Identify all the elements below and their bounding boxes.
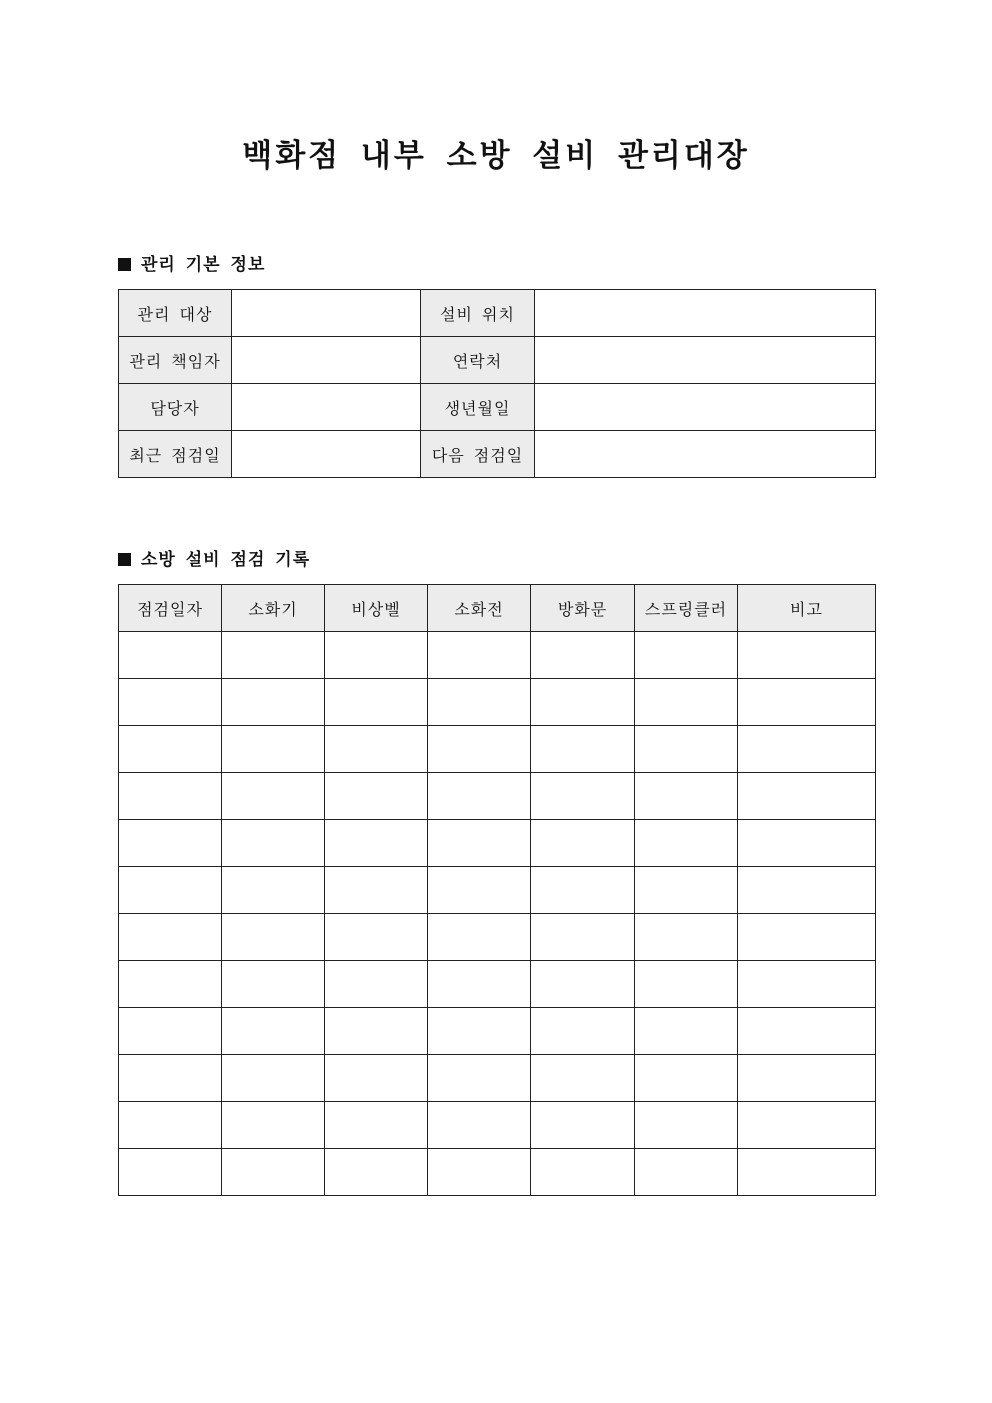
log-cell[interactable] [635, 726, 738, 773]
log-row [119, 867, 876, 914]
log-cell[interactable] [222, 914, 325, 961]
log-cell[interactable] [325, 632, 428, 679]
log-row [119, 773, 876, 820]
log-column-header: 소화기 [222, 585, 325, 632]
log-cell[interactable] [738, 1102, 876, 1149]
info-row [119, 290, 876, 337]
log-cell[interactable] [119, 679, 222, 726]
log-cell[interactable] [635, 773, 738, 820]
inspection-log-table [118, 584, 876, 1196]
log-cell[interactable] [222, 773, 325, 820]
log-cell[interactable] [325, 820, 428, 867]
log-cell[interactable] [428, 773, 531, 820]
log-cell[interactable] [119, 632, 222, 679]
log-cell[interactable] [222, 726, 325, 773]
log-cell[interactable] [428, 1102, 531, 1149]
log-cell[interactable] [325, 1008, 428, 1055]
log-cell[interactable] [325, 914, 428, 961]
log-cell[interactable] [635, 867, 738, 914]
log-cell[interactable] [738, 867, 876, 914]
log-cell[interactable] [738, 679, 876, 726]
info-value-field[interactable] [232, 290, 421, 337]
log-cell[interactable] [531, 1149, 635, 1196]
info-label: 최근 점검일 [119, 431, 232, 478]
log-cell[interactable] [222, 961, 325, 1008]
basic-info-heading [118, 253, 265, 277]
log-cell[interactable] [531, 914, 635, 961]
log-column-header: 비상벨 [325, 585, 428, 632]
document-title: 백화점 내부 소방 설비 관리대장 [242, 138, 750, 174]
square-bullet-icon [118, 553, 131, 566]
log-cell[interactable] [428, 1149, 531, 1196]
log-cell[interactable] [738, 820, 876, 867]
info-label: 담당자 [119, 384, 232, 431]
square-bullet-icon [118, 258, 131, 271]
log-cell[interactable] [222, 1055, 325, 1102]
log-cell[interactable] [428, 867, 531, 914]
inspection-log-heading [118, 548, 310, 572]
log-cell[interactable] [119, 1149, 222, 1196]
log-cell[interactable] [738, 773, 876, 820]
log-cell[interactable] [119, 726, 222, 773]
log-cell[interactable] [325, 773, 428, 820]
log-cell[interactable] [635, 1102, 738, 1149]
info-value-field[interactable] [535, 337, 876, 384]
log-row [119, 1008, 876, 1055]
log-row [119, 726, 876, 773]
log-cell[interactable] [119, 961, 222, 1008]
log-cell[interactable] [222, 632, 325, 679]
log-cell[interactable] [738, 726, 876, 773]
info-value-field[interactable] [535, 290, 876, 337]
log-row [119, 1102, 876, 1149]
log-cell[interactable] [428, 820, 531, 867]
info-row [119, 384, 876, 431]
log-cell[interactable] [428, 1055, 531, 1102]
log-row [119, 820, 876, 867]
log-header-row [119, 585, 876, 632]
log-row [119, 679, 876, 726]
log-column-header: 점검일자 [119, 585, 222, 632]
log-row [119, 632, 876, 679]
log-cell[interactable] [531, 961, 635, 1008]
log-cell[interactable] [119, 1102, 222, 1149]
log-cell[interactable] [428, 679, 531, 726]
log-cell[interactable] [325, 867, 428, 914]
log-cell[interactable] [531, 632, 635, 679]
info-value-field[interactable] [232, 337, 421, 384]
log-cell[interactable] [738, 961, 876, 1008]
log-cell[interactable] [119, 820, 222, 867]
info-label: 설비 위치 [421, 290, 535, 337]
log-row [119, 961, 876, 1008]
log-cell[interactable] [222, 867, 325, 914]
info-value-field[interactable] [535, 431, 876, 478]
info-label: 연락처 [421, 337, 535, 384]
log-cell[interactable] [738, 1008, 876, 1055]
log-cell[interactable] [531, 867, 635, 914]
log-cell[interactable] [738, 914, 876, 961]
log-cell[interactable] [738, 632, 876, 679]
log-row [119, 914, 876, 961]
log-cell[interactable] [428, 632, 531, 679]
info-value-field[interactable] [232, 384, 421, 431]
log-cell[interactable] [635, 1008, 738, 1055]
log-cell[interactable] [635, 820, 738, 867]
log-cell[interactable] [531, 820, 635, 867]
basic-info-table [118, 289, 876, 478]
log-cell[interactable] [222, 1008, 325, 1055]
log-cell[interactable] [531, 1055, 635, 1102]
log-cell[interactable] [531, 1008, 635, 1055]
log-cell[interactable] [119, 867, 222, 914]
log-cell[interactable] [222, 1149, 325, 1196]
info-value-field[interactable] [535, 384, 876, 431]
log-column-header: 비고 [738, 585, 876, 632]
log-cell[interactable] [119, 1055, 222, 1102]
log-cell[interactable] [119, 1008, 222, 1055]
info-row [119, 337, 876, 384]
log-cell[interactable] [428, 961, 531, 1008]
log-cell[interactable] [531, 679, 635, 726]
log-row [119, 1149, 876, 1196]
info-value-field[interactable] [232, 431, 421, 478]
basic-info-heading-label: 관리 기본 정보 [141, 255, 266, 275]
log-cell[interactable] [325, 726, 428, 773]
log-cell[interactable] [222, 679, 325, 726]
log-cell[interactable] [428, 914, 531, 961]
log-cell[interactable] [325, 961, 428, 1008]
log-cell[interactable] [738, 1055, 876, 1102]
log-cell[interactable] [428, 726, 531, 773]
inspection-log-heading-label: 소방 설비 점검 기록 [141, 550, 311, 570]
info-label: 생년월일 [421, 384, 535, 431]
log-cell[interactable] [635, 1149, 738, 1196]
log-cell[interactable] [635, 1055, 738, 1102]
log-cell[interactable] [325, 1149, 428, 1196]
log-cell[interactable] [531, 773, 635, 820]
log-column-header: 소화전 [428, 585, 531, 632]
log-cell[interactable] [531, 726, 635, 773]
log-cell[interactable] [119, 914, 222, 961]
log-cell[interactable] [635, 632, 738, 679]
log-cell[interactable] [428, 1008, 531, 1055]
log-row [119, 1055, 876, 1102]
log-cell[interactable] [119, 773, 222, 820]
log-cell[interactable] [325, 679, 428, 726]
info-label: 관리 대상 [119, 290, 232, 337]
log-cell[interactable] [222, 820, 325, 867]
info-label: 관리 책임자 [119, 337, 232, 384]
log-cell[interactable] [531, 1102, 635, 1149]
log-cell[interactable] [325, 1055, 428, 1102]
log-cell[interactable] [635, 961, 738, 1008]
log-cell[interactable] [738, 1149, 876, 1196]
info-label: 다음 점검일 [421, 431, 535, 478]
log-cell[interactable] [222, 1102, 325, 1149]
log-cell[interactable] [635, 914, 738, 961]
log-column-header: 스프링클러 [635, 585, 738, 632]
log-cell[interactable] [325, 1102, 428, 1149]
log-column-header: 방화문 [531, 585, 635, 632]
log-cell[interactable] [635, 679, 738, 726]
info-row [119, 431, 876, 478]
